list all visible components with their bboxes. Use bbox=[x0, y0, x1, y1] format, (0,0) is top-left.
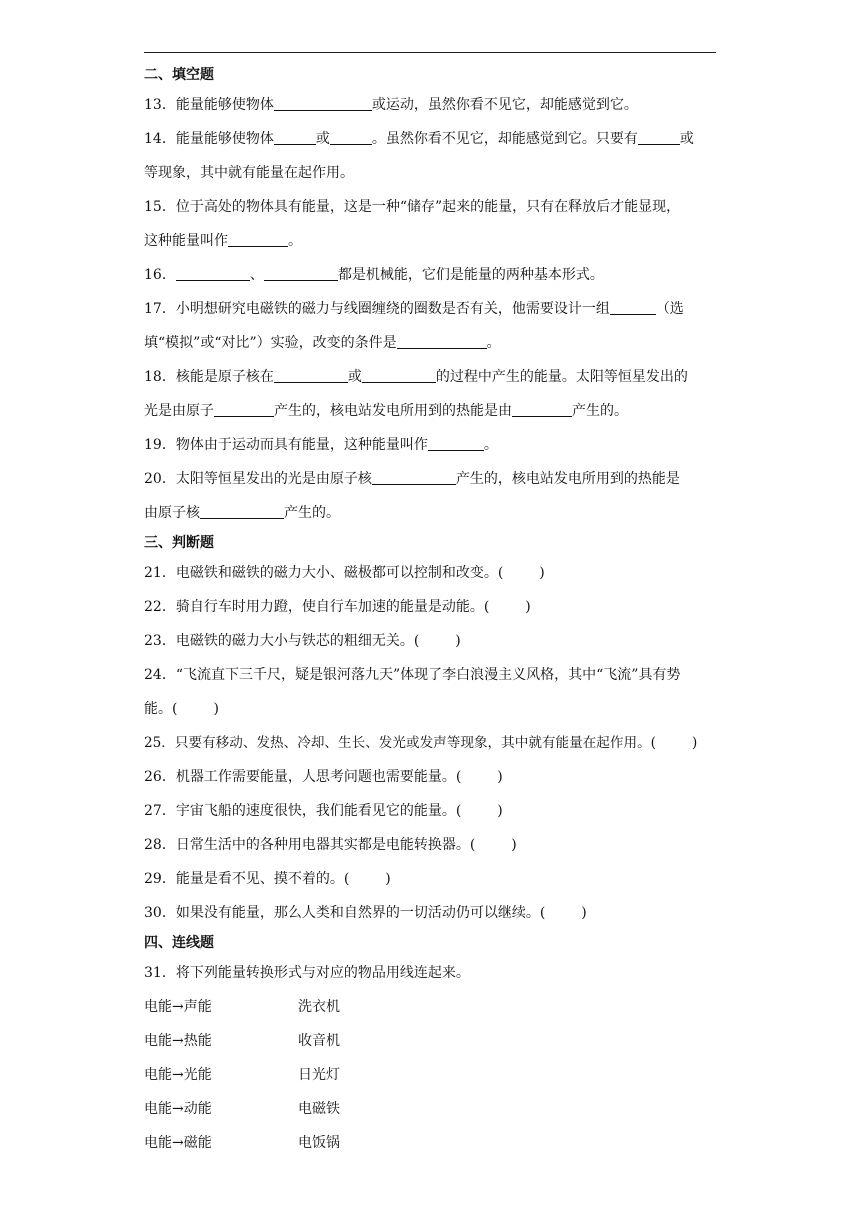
match-right-item[interactable]: 洗衣机 bbox=[298, 999, 340, 1015]
match-row bbox=[144, 1024, 716, 1058]
question-15: 15．位于高处的物体具有能量，这是一种“储存”起来的能量，只有在释放后才能显现， 这种能量叫作 。 bbox=[144, 199, 681, 249]
answer-blank[interactable] bbox=[512, 402, 572, 417]
match-left-item[interactable]: 电能→动能 bbox=[144, 1101, 212, 1117]
question-20: 20．太阳等恒星发出的光是由原子核 产生的，核电站发电所用到的热能是 由原子核 产生的。 bbox=[144, 471, 680, 521]
section-match-title: 四、连线题 bbox=[144, 935, 214, 951]
answer-blank[interactable] bbox=[330, 130, 372, 145]
answer-blank[interactable] bbox=[228, 232, 288, 247]
question-19: 19．物体由于运动而具有能量，这种能量叫作 。 bbox=[144, 437, 498, 453]
match-left-item[interactable]: 电能→光能 bbox=[144, 1067, 212, 1083]
answer-blank[interactable] bbox=[274, 130, 316, 145]
match-left-item[interactable]: 电能→热能 bbox=[144, 1033, 212, 1049]
question-22: 22．骑自行车时用力蹬，使自行车加速的能量是动能。( ) bbox=[144, 599, 531, 615]
match-right-item[interactable]: 电磁铁 bbox=[298, 1101, 340, 1117]
question-23: 23．电磁铁的磁力大小与铁芯的粗细无关。( ) bbox=[144, 633, 461, 649]
answer-blank[interactable] bbox=[372, 470, 456, 485]
question-13: 13．能量能够使物体 或运动，虽然你看不见它，却能感觉到它。 bbox=[144, 97, 638, 113]
match-left-item[interactable]: 电能→声能 bbox=[144, 999, 212, 1015]
section-fill-title: 二、填空题 bbox=[144, 67, 214, 83]
match-row bbox=[144, 1092, 716, 1126]
answer-blank[interactable] bbox=[176, 266, 250, 281]
question-27: 27．宇宙飞船的速度很快，我们能看见它的能量。( ) bbox=[144, 803, 503, 819]
question-14: 14．能量能够使物体 或 。虽然你看不见它，却能感觉到它。只要有 或 等现象，其中就有能量在起作用。 bbox=[144, 131, 694, 181]
answer-blank[interactable] bbox=[200, 504, 284, 519]
answer-blank[interactable] bbox=[428, 436, 484, 451]
match-list bbox=[144, 990, 716, 1160]
answer-blank[interactable] bbox=[274, 96, 372, 111]
header-rule bbox=[144, 52, 716, 53]
answer-blank[interactable] bbox=[274, 368, 348, 383]
question-30: 30．如果没有能量，那么人类和自然界的一切活动仍可以继续。( ) bbox=[144, 905, 587, 921]
match-right-item[interactable]: 日光灯 bbox=[298, 1067, 340, 1083]
question-18: 18．核能是原子核在 或 的过程中产生的能量。太阳等恒星发出的 光是由原子 产生的，核电站发电所用到的热能是由 产生的。 bbox=[144, 369, 688, 419]
answer-blank[interactable] bbox=[264, 266, 338, 281]
question-31: 31．将下列能量转换形式与对应的物品用线连起来。 bbox=[144, 965, 470, 981]
question-24: 24．“飞流直下三千尺，疑是银河落九天”体现了李白浪漫主义风格，其中“飞流”具有势 能。( ) bbox=[144, 667, 681, 717]
question-28: 28．日常生活中的各种用电器其实都是电能转换器。( ) bbox=[144, 837, 517, 853]
match-row bbox=[144, 990, 716, 1024]
section-judge-title: 三、判断题 bbox=[144, 535, 214, 551]
answer-blank[interactable] bbox=[214, 402, 274, 417]
question-25: 25．只要有移动、发热、冷却、生长、发光或发声等现象，其中就有能量在起作用。( ) bbox=[144, 735, 698, 751]
match-row bbox=[144, 1058, 716, 1092]
answer-blank[interactable] bbox=[397, 334, 487, 349]
answer-blank[interactable] bbox=[362, 368, 436, 383]
question-21: 21．电磁铁和磁铁的磁力大小、磁极都可以控制和改变。( ) bbox=[144, 565, 545, 581]
question-26: 26．机器工作需要能量，人思考问题也需要能量。( ) bbox=[144, 769, 503, 785]
match-right-item[interactable]: 电饭锅 bbox=[298, 1135, 340, 1151]
question-16: 16． 、 都是机械能，它们是能量的两种基本形式。 bbox=[144, 267, 604, 283]
answer-blank[interactable] bbox=[610, 300, 656, 315]
match-right-item[interactable]: 收音机 bbox=[298, 1033, 340, 1049]
match-row bbox=[144, 1126, 716, 1160]
worksheet bbox=[144, 62, 716, 1160]
question-29: 29．能量是看不见、摸不着的。( ) bbox=[144, 871, 391, 887]
question-17: 17．小明想研究电磁铁的磁力与线圈缠绕的圈数是否有关，他需要设计一组 （选 填“模拟”或“对比”）实验，改变的条件是 。 bbox=[144, 301, 684, 351]
match-left-item[interactable]: 电能→磁能 bbox=[144, 1135, 212, 1151]
answer-blank[interactable] bbox=[638, 130, 680, 145]
